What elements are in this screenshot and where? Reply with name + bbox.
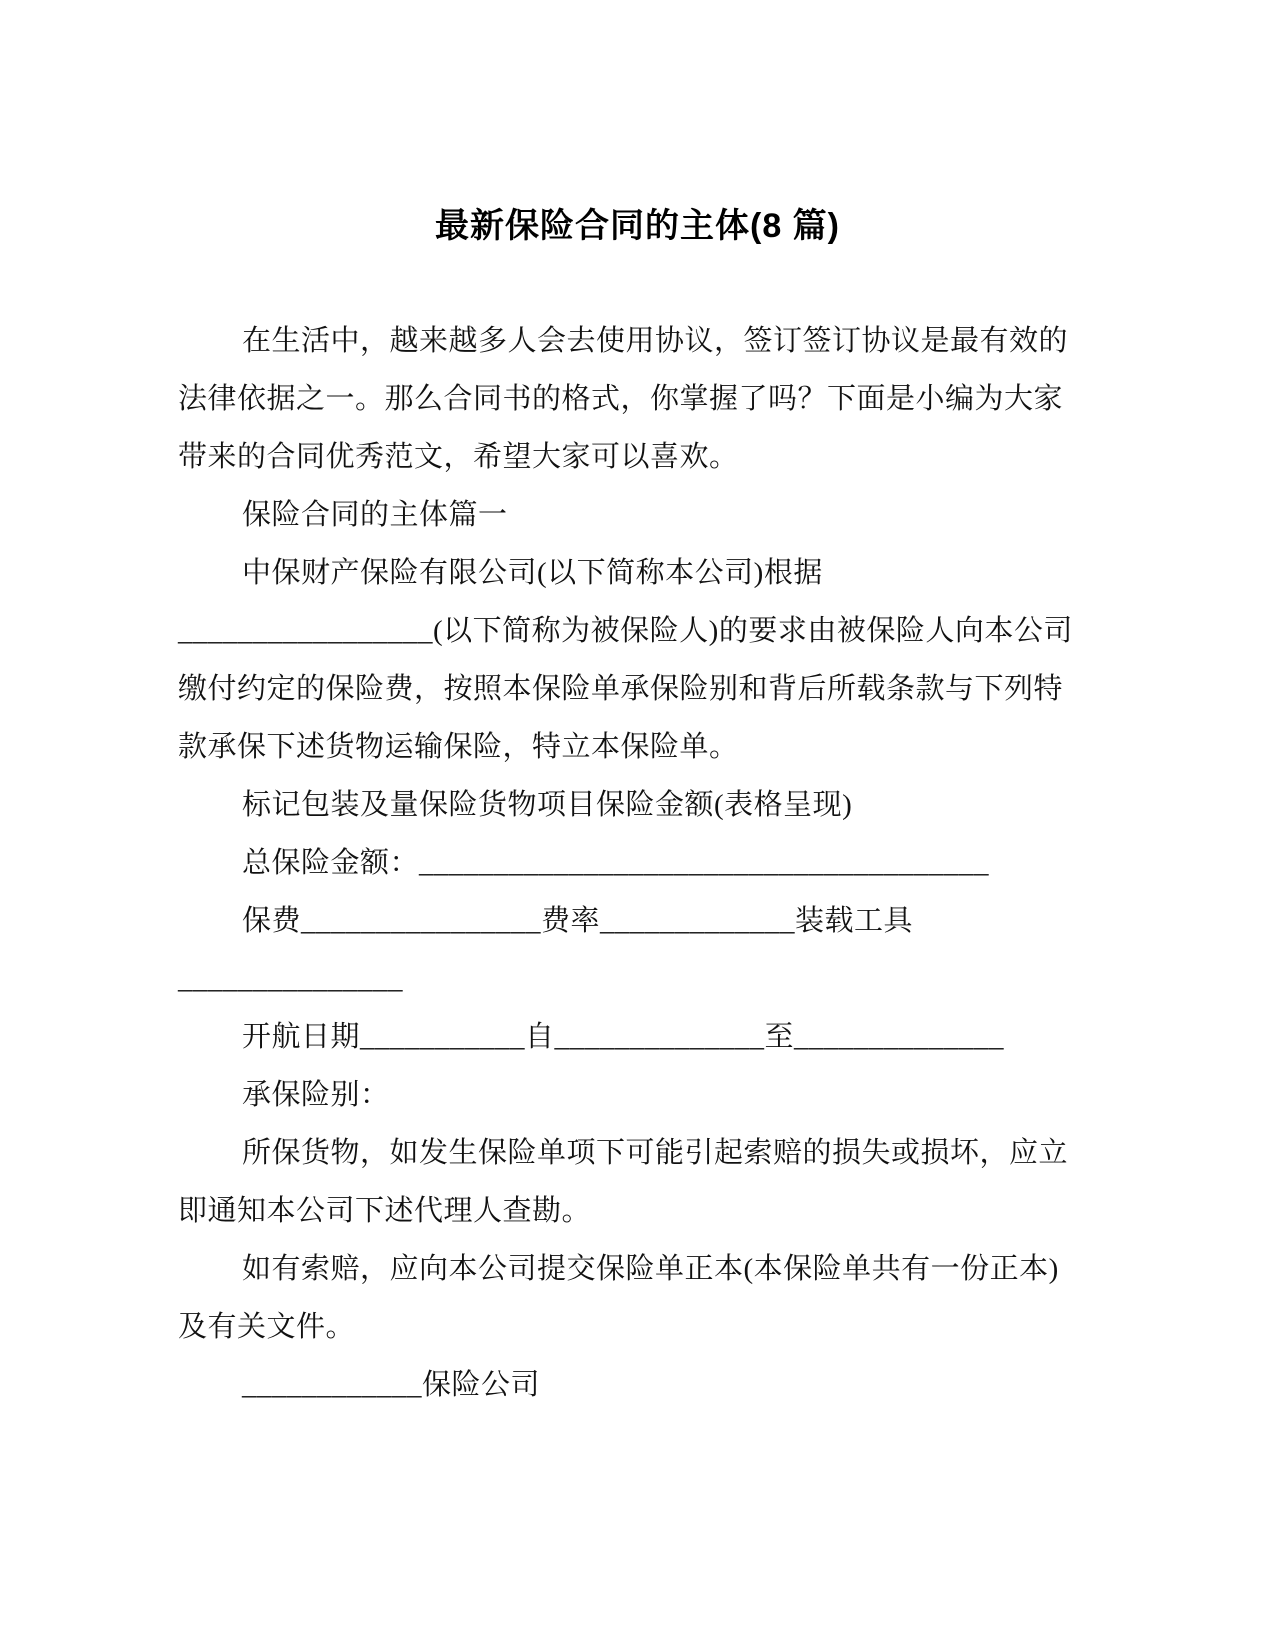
paragraph-line-with-blank: _________________(以下简称为被保险人)的要求由被保险人向本公司	[178, 615, 1073, 647]
insurance-company-signature-line: ____________保险公司	[242, 1369, 541, 1401]
premium-rate-vehicle-blank-line: 保费________________费率_____________装载工具	[242, 905, 914, 937]
total-insured-amount-blank-line: 总保险金额：______________________________________	[242, 847, 990, 879]
paragraph-line: 如有索赔，应向本公司提交保险单正本(本保险单共有一份正本)	[242, 1253, 1059, 1285]
paragraph-line: 标记包装及量保险货物项目保险金额(表格呈现)	[242, 789, 853, 821]
blank-underline-line: _______________	[178, 963, 403, 995]
paragraph-line: 中保财产保险有限公司(以下简称本公司)根据	[242, 557, 823, 589]
paragraph-line: 缴付约定的保险费，按照本保险单承保险别和背后所载条款与下列特	[178, 673, 1064, 705]
paragraph-line: 法律依据之一。那么合同书的格式，你掌握了吗？下面是小编为大家	[178, 383, 1064, 415]
document-body	[178, 312, 1073, 1414]
paragraph-line: 款承保下述货物运输保险，特立本保险单。	[178, 731, 739, 763]
document-title: 最新保险合同的主体(8 篇)	[435, 207, 840, 245]
paragraph-line: 及有关文件。	[178, 1311, 356, 1343]
coverage-type-label-line: 承保险别：	[242, 1079, 390, 1111]
section-heading-line: 保险合同的主体篇一	[242, 499, 508, 531]
paragraph-line: 带来的合同优秀范文，希望大家可以喜欢。	[178, 441, 739, 473]
paragraph-line: 在生活中，越来越多人会去使用协议，签订签订协议是最有效的	[242, 325, 1069, 357]
paragraph-line: 所保货物，如发生保险单项下可能引起索赔的损失或损坏，应立	[242, 1137, 1069, 1169]
paragraph-line: 即通知本公司下述代理人查勘。	[178, 1195, 592, 1227]
sailing-date-blank-line: 开航日期___________自______________至______________	[242, 1021, 1005, 1053]
